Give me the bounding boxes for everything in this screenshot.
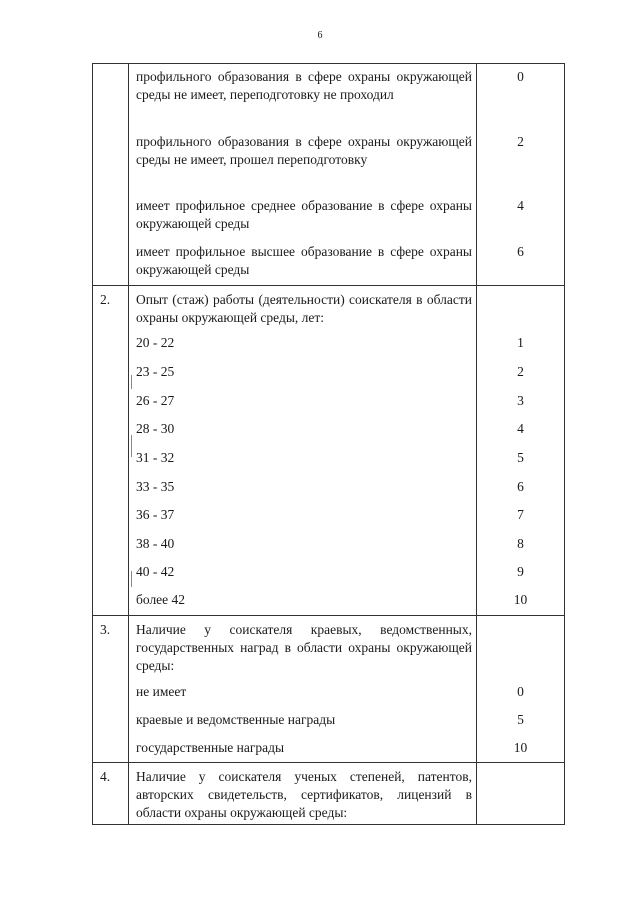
section-number: 3. <box>100 622 111 637</box>
scan-artifact <box>131 571 132 587</box>
column-divider-number <box>128 63 129 825</box>
row-divider <box>92 762 565 763</box>
criterion-option: более 42 <box>136 592 186 607</box>
table-border-bottom <box>92 824 565 825</box>
criterion-option: государственные награды <box>136 740 285 755</box>
criterion-score: 2 <box>517 134 524 149</box>
row-divider <box>92 285 565 286</box>
criterion-score: 10 <box>513 592 528 607</box>
criterion-score: 7 <box>517 507 524 522</box>
page-number: 6 <box>317 30 323 41</box>
criterion-score: 9 <box>517 564 524 579</box>
scan-artifact <box>131 375 132 389</box>
criterion-score: 2 <box>517 364 524 379</box>
criterion-option: 20 - 22 <box>136 335 175 350</box>
criterion-score: 4 <box>517 198 524 213</box>
criterion-option: не имеет <box>136 684 187 699</box>
section-number: 4. <box>100 769 111 784</box>
criterion-score: 3 <box>517 393 524 408</box>
section-heading: Наличие у соискателя краевых, ведомственных, государственных наград в области охраны окружающей среды: <box>136 622 472 673</box>
criterion-score: 8 <box>517 536 524 551</box>
row-divider <box>92 615 565 616</box>
criterion-option: профильного образования в сфере охраны окружающей среды не имеет, прошел переподготовку <box>136 134 472 167</box>
scan-artifact <box>131 435 132 457</box>
criterion-option: 31 - 32 <box>136 450 175 465</box>
section-heading: Наличие у соискателя ученых степеней, патентов, авторских свидетельств, сертификатов, лицензий в области охраны окружающей среды: <box>136 769 472 820</box>
criterion-score: 6 <box>517 244 524 259</box>
criterion-option: имеет профильное среднее образование в сфере охраны окружающей среды <box>136 198 472 231</box>
criterion-score: 5 <box>517 450 524 465</box>
section-number: 2. <box>100 292 111 307</box>
table-border-top <box>92 63 565 64</box>
criterion-score: 0 <box>517 684 524 699</box>
criterion-score: 0 <box>517 69 524 84</box>
criteria-table <box>92 63 565 825</box>
criterion-option: 33 - 35 <box>136 479 175 494</box>
criterion-option: имеет профильное высшее образование в сфере охраны окружающей среды <box>136 244 472 277</box>
criterion-score: 6 <box>517 479 524 494</box>
criterion-option: 28 - 30 <box>136 421 175 436</box>
criterion-option: 38 - 40 <box>136 536 175 551</box>
criterion-score: 5 <box>517 712 524 727</box>
criterion-option: 23 - 25 <box>136 364 175 379</box>
criterion-option: 26 - 27 <box>136 393 175 408</box>
table-border-left <box>92 63 93 825</box>
criterion-score: 4 <box>517 421 524 436</box>
criterion-score: 10 <box>513 740 528 755</box>
criterion-option: 40 - 42 <box>136 564 175 579</box>
criterion-option: краевые и ведомственные награды <box>136 712 336 727</box>
section-heading: Опыт (стаж) работы (деятельности) соискателя в области охраны окружающей среды, лет: <box>136 292 472 325</box>
criterion-option: профильного образования в сфере охраны окружающей среды не имеет, переподготовку не проходил <box>136 69 472 102</box>
criterion-option: 36 - 37 <box>136 507 175 522</box>
criterion-score: 1 <box>517 335 524 350</box>
